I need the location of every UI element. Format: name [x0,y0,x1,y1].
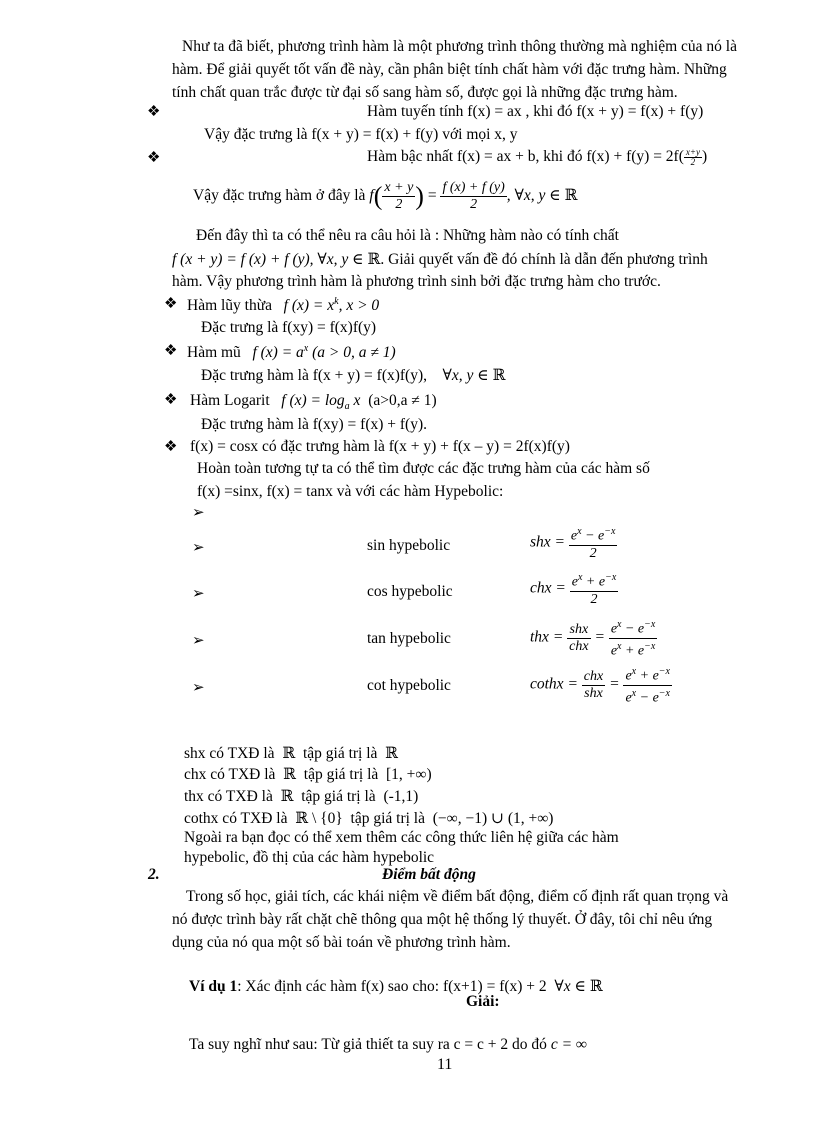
section-paragraph-line-3: dụng của nó qua một số bài toán về phương trình hàm. [172,934,511,951]
bullet-icon: ❖ [147,150,161,166]
more-line-2: hypebolic, đồ thị của các hàm hypebolic [184,849,435,866]
intro-line-2: hàm. Để giải quyết tốt vấn đề này, cần phân biệt tính chất hàm với đặc trưng hàm. Những [172,61,727,78]
intro-line-3: tính chất quan trắc được từ đại số sang hàm số, được gọi là những đặc trưng hàm. [172,84,678,101]
similar-line-2: f(x) =sinx, f(x) = tanx và với các hàm Hypebolic: [197,483,504,500]
section-number: 2. [148,866,160,883]
th-domain: thx có TXĐ là ℝ tập giá trị là (-1,1) [184,788,419,805]
bullet-icon: ❖ [164,343,178,359]
arrow-icon: ➢ [192,586,205,602]
th-formula: thx = $\frac{\text{shx}}{\text{chx}}$ = $\frac{e^x - e^{-x}}{e^x + e^{-x}}$ [530,619,656,659]
linear-trait-line: Vậy đặc trưng là f(x + y) = f(x) + f(y) với mọi x, y [204,126,518,143]
arrow-icon: ➢ [192,505,205,521]
question-line-2: f (x + y) = f (x) + f (y), ∀x, y ∈ ℝ. Giải quyết vấn đề đó chính là dẫn đến phương trình [172,251,708,268]
sh-formula: shx = $\frac{e^x - e^{-x}}{2}$ [530,526,616,561]
coth-formula: cothx = $\frac{\text{chx}}{\text{shx}}$ = $\frac{e^x + e^{-x}}{e^x - e^{-x}}$ [530,666,670,706]
more-line-1: Ngoài ra bạn đọc có thể xem thêm các công thức liên hệ giữa các hàm [184,829,619,846]
page-number: 11 [437,1056,453,1073]
reasoning-line: Ta suy nghĩ như sau: Từ giả thiết ta suy ra c = c + 2 do đó c = ∞ [189,1036,587,1053]
section-title: Điểm bất động [382,866,476,883]
bullet-icon: ❖ [164,296,178,312]
arrow-icon: ➢ [192,680,205,696]
exp-function-line: Hàm mũ f $(x) = a^x$ (a > 0, a ≠ 1) [187,343,396,362]
hyperbolic-label-tan: tan hypebolic [367,630,451,647]
power-trait: Đặc trưng là f(xy) = f(x)f(y) [201,319,377,336]
hyperbolic-label-sin: sin hypebolic [367,537,451,554]
log-trait: Đặc trưng hàm là f(xy) = f(x) + f(y). [201,416,428,433]
bullet-icon: ❖ [147,104,161,120]
first-degree-trait: Vậy đặc trưng hàm ở đây là f( $\frac{x + y}{2}$ ) = $\frac{f (x) + f (y)}{2}$ , ∀x, y ∈ ℝ [193,180,578,212]
arrow-icon: ➢ [192,633,205,649]
question-line-1: Đến đây thì ta có thể nêu ra câu hỏi là : Những hàm nào có tính chất [196,227,619,244]
linear-function-line: Hàm tuyến tính f(x) = ax , khi đó f(x + y) = f(x) + f(y) [367,103,704,120]
ch-formula: chx = $\frac{e^x + e^{-x}}{2}$ [530,572,617,607]
sh-domain: shx có TXĐ là ℝ tập giá trị là ℝ [184,745,399,762]
cos-line: f(x) = cosx có đặc trưng hàm là f(x + y) + f(x – y) = 2f(x)f(y) [190,438,570,455]
log-function-line: Hàm Logarit f $(x) = \log_a x$ (a>0,a ≠ 1) [190,392,437,413]
bullet-icon: ❖ [164,439,178,455]
coth-domain: cothx có TXĐ là ℝ \ {0} tập giá trị là (−∞, −1) ∪ (1, +∞) [184,810,554,827]
question-line-3: hàm. Vậy phương trình hàm là phương trình sinh bởi đặc trưng hàm cho trước. [172,273,661,290]
power-function-line: Hàm lũy thừa f $(x) = x^k$, x > 0 [187,296,380,315]
solution-heading: Giải: [466,993,500,1010]
intro-line-1: Như ta đã biết, phương trình hàm là một phương trình thông thường mà nghiệm của nó là [182,38,737,55]
first-degree-line: Hàm bậc nhất f(x) = ax + b, khi đó f(x) + f(y) = 2f( $\frac{x+y}{2}$ ) [367,147,708,167]
section-paragraph-line-2: nó được trình bày rất chặt chẽ thông qua một hệ thống lý thuyết. Ở đây, tôi chỉ nêu ứng [172,911,713,928]
hyperbolic-label-cos: cos hypebolic [367,583,453,600]
arrow-icon: ➢ [192,540,205,556]
section-paragraph-line-1: Trong số học, giải tích, các khái niệm về điểm bất động, điểm cố định rất quan trọng và [186,888,729,905]
example-1-line: Ví dụ 1: Xác định các hàm f(x) sao cho: f(x+1) = f(x) + 2 ∀x ∈ ℝ [189,978,603,995]
bullet-icon: ❖ [164,392,178,408]
exp-trait: Đặc trưng hàm là f(x + y) = f(x)f(y), ∀x, y ∈ ℝ [201,367,506,384]
first-degree-trait-prefix: Vậy đặc trưng hàm ở đây là [193,187,366,205]
ch-domain: chx có TXĐ là ℝ tập giá trị là [1, +∞) [184,766,432,783]
similar-line-1: Hoàn toàn tương tự ta có thể tìm được các đặc trưng hàm của các hàm số [197,460,650,477]
example-1-label: Ví dụ 1 [189,978,238,995]
hyperbolic-label-cot: cot hypebolic [367,677,451,694]
